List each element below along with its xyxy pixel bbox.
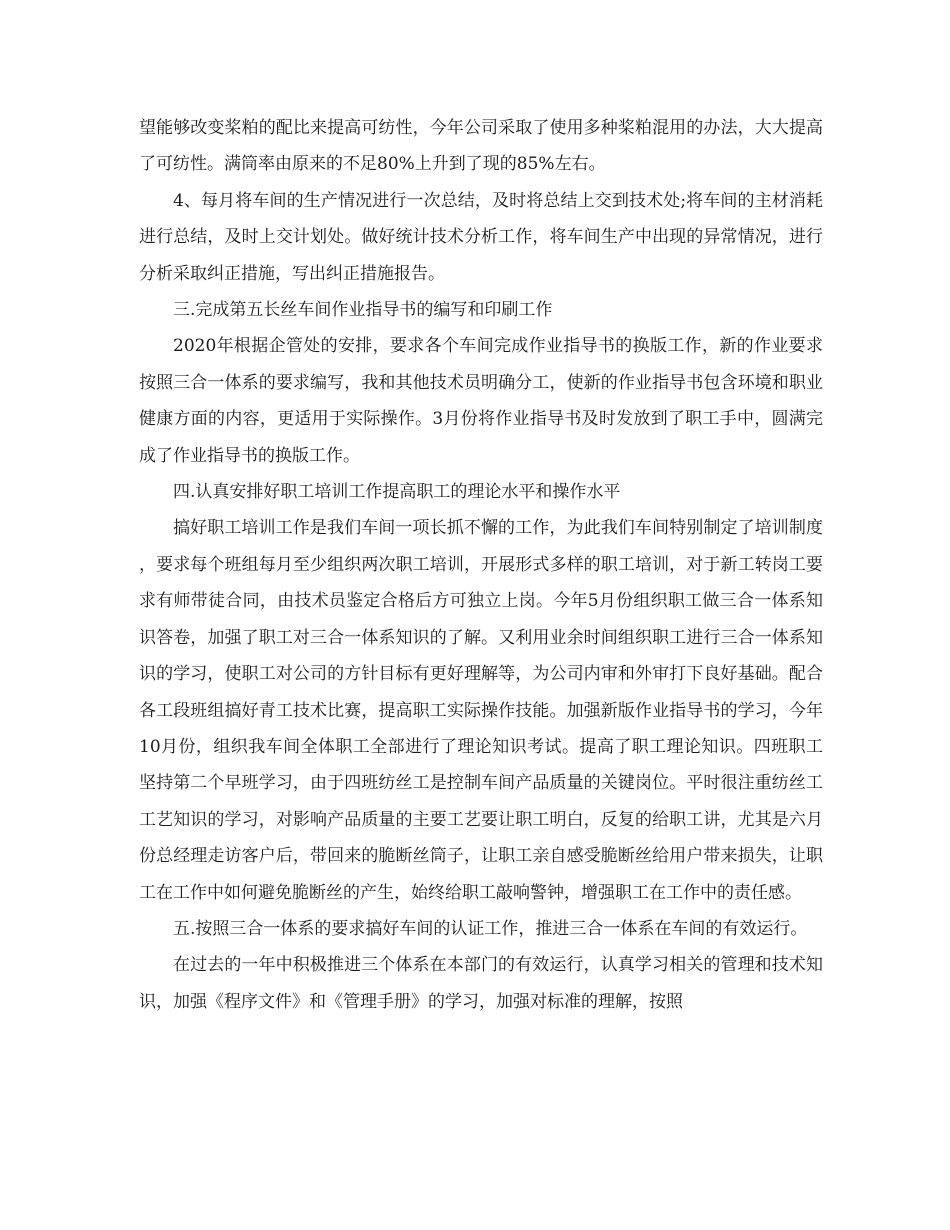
paragraph-monthly-summary: 4、每月将车间的生产情况进行一次总结，及时将总结上交到技术处;将车间的主材消耗进行总结，及时上交计划处。做好统计技术分析工作，将车间生产中出现的异常情况，进行分析采取纠正措施，写出纠正措施报告。 bbox=[139, 190, 823, 284]
paragraph-system-operation: 在过去的一年中积极推进三个体系在本部门的有效运行，认真学习相关的管理和技术知识，加强《程序文件》和《管理手册》的学习，加强对标准的理解，按照 bbox=[139, 955, 823, 1012]
document-body bbox=[139, 110, 823, 1020]
section-heading-5: 五.按照三合一体系的要求搞好车间的认证工作，推进三合一体系在车间的有效运行。 bbox=[173, 918, 808, 939]
section-heading-4: 四.认真安排好职工培训工作提高职工的理论水平和操作水平 bbox=[173, 482, 621, 503]
paragraph-work-instructions: 2020年根据企管处的安排，要求各个车间完成作业指导书的换版工作，新的作业要求按照三合一体系的要求编写，我和其他技术员明确分工，使新的作业指导书包含环境和职业健康方面的内容，更适用于实际操作。3月份将作业指导书及时发放到了职工手中，圆满完成了作业指导书的换版工作。 bbox=[139, 336, 823, 466]
section-heading-3: 三.完成第五长丝车间作业指导书的编写和印刷工作 bbox=[173, 300, 553, 321]
paragraph-continuation: 望能够改变桨粕的配比来提高可纺性，今年公司采取了使用多种桨粕混用的办法，大大提高了可纺性。满筒率由原来的不足80%上升到了现的85%左右。 bbox=[139, 118, 823, 175]
paragraph-staff-training: 搞好职工培训工作是我们车间一项长抓不懈的工作，为此我们车间特别制定了培训制度，要求每个班组每月至少组织两次职工培训，开展形式多样的职工培训，对于新工转岗工要求有师带徒合同，由技术员鉴定合格后方可独立上岗。今年5月份组织职工做三合一体系知识答卷，加强了职工对三合一体系知识的了解。又利用业余时间组织职工进行三合一体系知识的学习，使职工对公司的方针目标有更好理解等，为公司内审和外审打下良好基础。配合各工段班组搞好青工技术比赛，提高职工实际操作技能。加强新版作业指导书的学习，今年10月份，组织我车间全体职工全部进行了理论知识考试。提高了职工理论知识。四班职工坚持第二个早班学习，由于四班纺丝工是控制车间产品质量的关键岗位。平时很注重纺丝工工艺知识的学习，对影响产品质量的主要工艺要让职工明白，反复的给职工讲，尤其是六月份总经理走访客户后，带回来的脆断丝筒子，让职工亲自感受脆断丝给用户带来损失，让职工在工作中如何避免脆断丝的产生，始终给职工敲响警钟，增强职工在工作中的责任感。 bbox=[139, 518, 823, 903]
